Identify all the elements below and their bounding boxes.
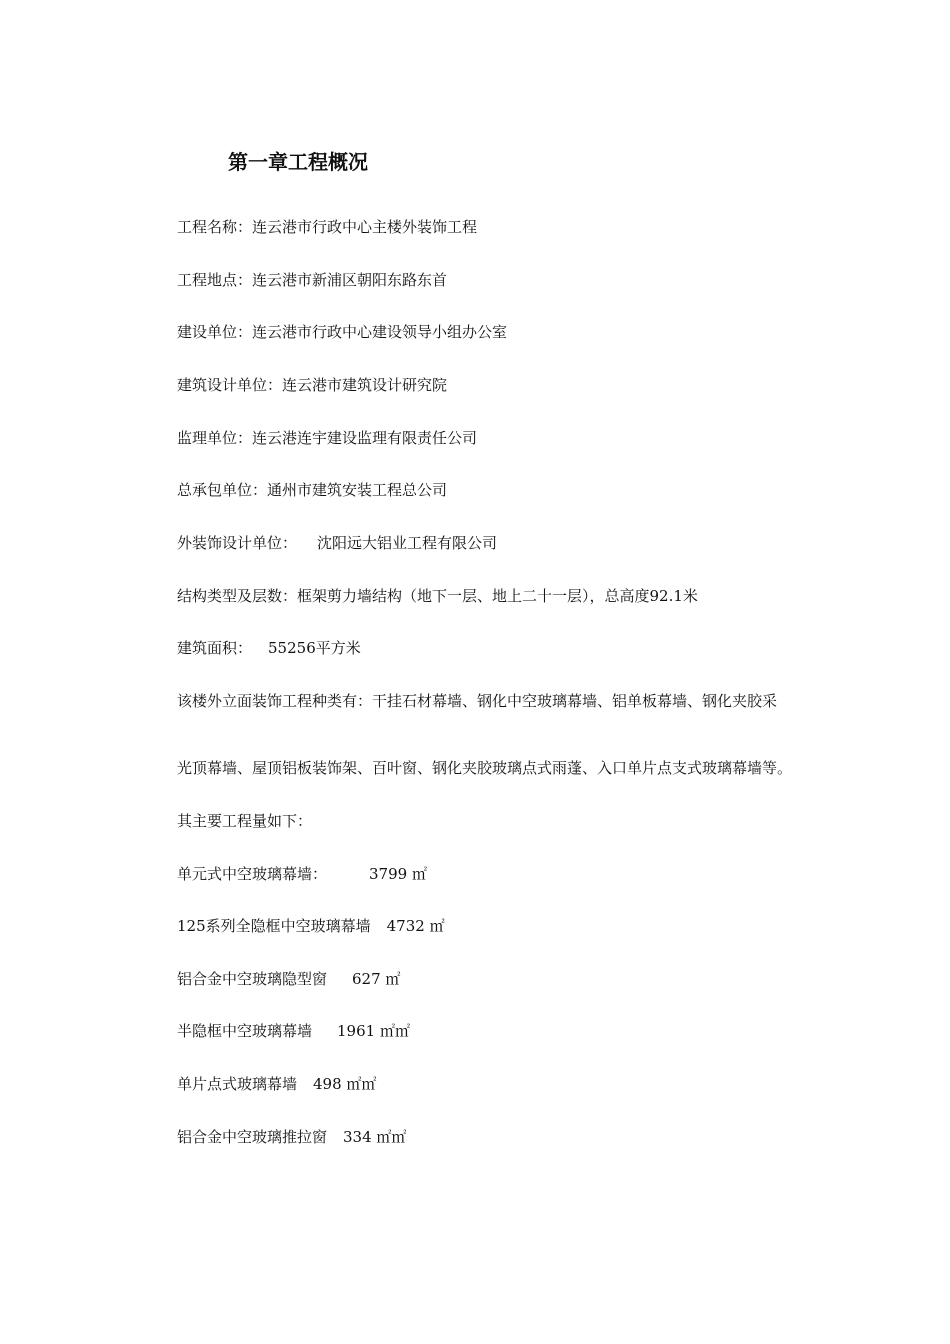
project-scope-line-1: 该楼外立面装饰工程种类有：干挂石材幕墙、钢化中空玻璃幕墙、铝单板幕墙、钢化夹胶采 (177, 692, 778, 710)
project-scope-line-2: 光顶幕墙、屋顶铝板装饰架、百叶窗、钢化夹胶玻璃点式雨蓬、入口单片点支式玻璃幕墙等。 (177, 759, 793, 777)
project-facade-designer (177, 533, 497, 553)
list-item (177, 1021, 410, 1041)
quantity-item: 单元式中空玻璃幕墙： (177, 865, 328, 883)
quantity-value: 4732 ㎡ (386, 917, 445, 935)
project-supervisor: 监理单位：连云港连宇建设监理有限责任公司 (177, 429, 478, 447)
quantity-value: 498 ㎡㎡ (313, 1075, 377, 1093)
quantity-item: 半隐框中空玻璃幕墙 (177, 1022, 313, 1040)
area-label: 建筑面积： (177, 639, 253, 657)
quantities-intro: 其主要工程量如下： (177, 812, 313, 830)
chapter-title: 第一章工程概况 (228, 150, 368, 174)
project-name: 工程名称：连云港市行政中心主楼外装饰工程 (177, 218, 478, 236)
list-item (177, 1074, 376, 1094)
list-item (177, 1127, 406, 1147)
quantity-item: 铝合金中空玻璃隐型窗 (177, 970, 328, 988)
quantity-item: 125系列全隐框中空玻璃幕墙 (177, 917, 371, 935)
project-area (177, 638, 361, 658)
list-item (177, 969, 400, 989)
list-item (177, 864, 427, 884)
quantity-value: 3799 ㎡ (369, 865, 427, 883)
quantity-value: 1961 ㎡㎡ (337, 1022, 410, 1040)
project-structure: 结构类型及层数：框架剪力墙结构（地下一层、地上二十一层），总高度92.1米 (177, 587, 698, 605)
quantity-value: 334 ㎡㎡ (343, 1128, 407, 1146)
list-item (177, 916, 445, 936)
quantity-item: 单片点式玻璃幕墙 (177, 1075, 298, 1093)
project-owner: 建设单位：连云港市行政中心建设领导小组办公室 (177, 323, 508, 341)
project-location: 工程地点：连云港市新浦区朝阳东路东首 (177, 271, 448, 289)
area-value: 55256平方米 (268, 639, 361, 657)
facade-designer-value: 沈阳远大铝业工程有限公司 (317, 534, 498, 552)
facade-designer-label: 外装饰设计单位： (177, 534, 298, 552)
project-general-contractor: 总承包单位：通州市建筑安装工程总公司 (177, 481, 448, 499)
quantity-value: 627 ㎡ (352, 970, 401, 988)
quantity-item: 铝合金中空玻璃推拉窗 (177, 1128, 328, 1146)
project-designer: 建筑设计单位：连云港市建筑设计研究院 (177, 376, 448, 394)
